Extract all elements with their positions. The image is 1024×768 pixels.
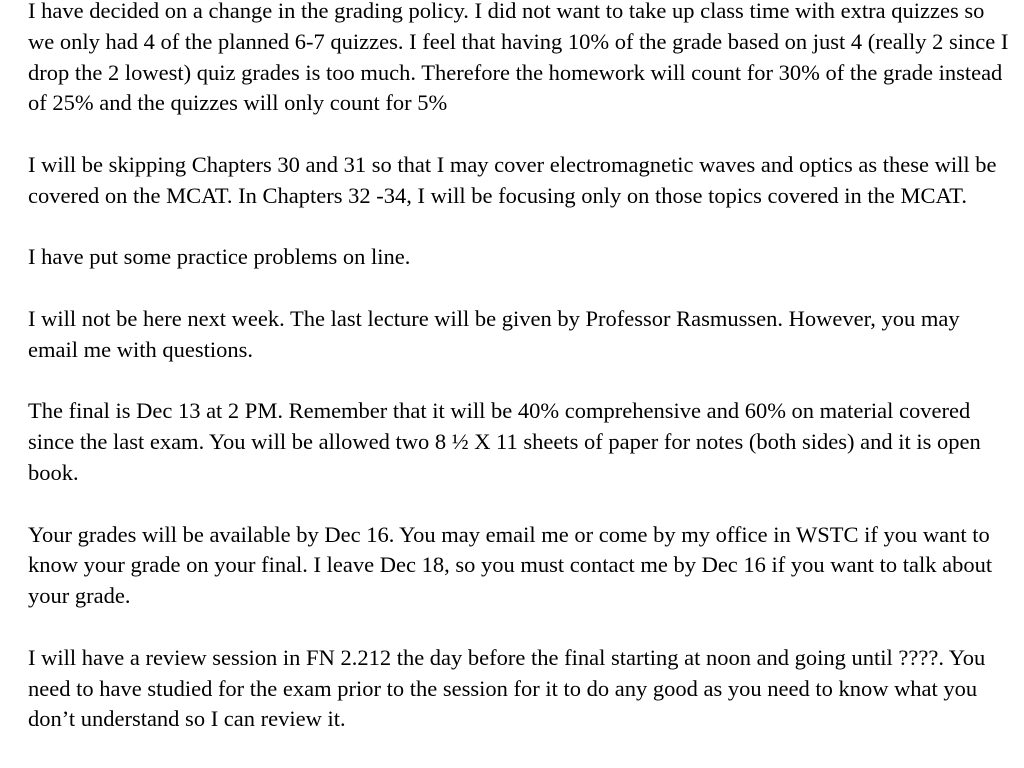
paragraph-review-session: I will have a review session in FN 2.212 the day before the final starting at noon and going until ????. You need to have studied for the exam prior to the session for it to do any good as you need to know what you don’t understand so I can review it. [28,644,986,732]
paragraph-chapters-skipped: I will be skipping Chapters 30 and 31 so that I may cover electromagnetic waves and optics as these will be covered on the MCAT. In Chapters 32 -34, I will be focusing only on those topics covered in the MCAT. [28,151,997,208]
paragraph-final-exam: The final is Dec 13 at 2 PM. Remember that it will be 40% comprehensive and 60% on material covered since the last exam. You will be allowed two 8 ½ X 11 sheets of paper for notes (both sides) and it is open book. [28,398,981,485]
paragraph-practice-problems: I have put some practice problems on line. [28,244,411,270]
paragraph-grades-availability: Your grades will be available by Dec 16. You may email me or come by my office in WSTC if you want to know your grade on your final. I leave Dec 18, so you must contact me by Dec 16 if you want to talk about your grade. [28,521,993,609]
paragraph-grading-policy: I have decided on a change in the grading policy. I did not want to take up class time with extra quizzes so we only had 4 of the planned 6-7 quizzes. I feel that having 10% of the grade based on just 4 (really 2 since I drop the 2 lowest) quiz grades is too much. Therefore the homework will count for 30% of the grade instead of 25% and the quizzes will only count for 5% [28,0,1009,116]
paragraph-absence-next-week: I will not be here next week. The last lecture will be given by Professor Rasmussen. However, you may email me with questions. [28,305,960,362]
